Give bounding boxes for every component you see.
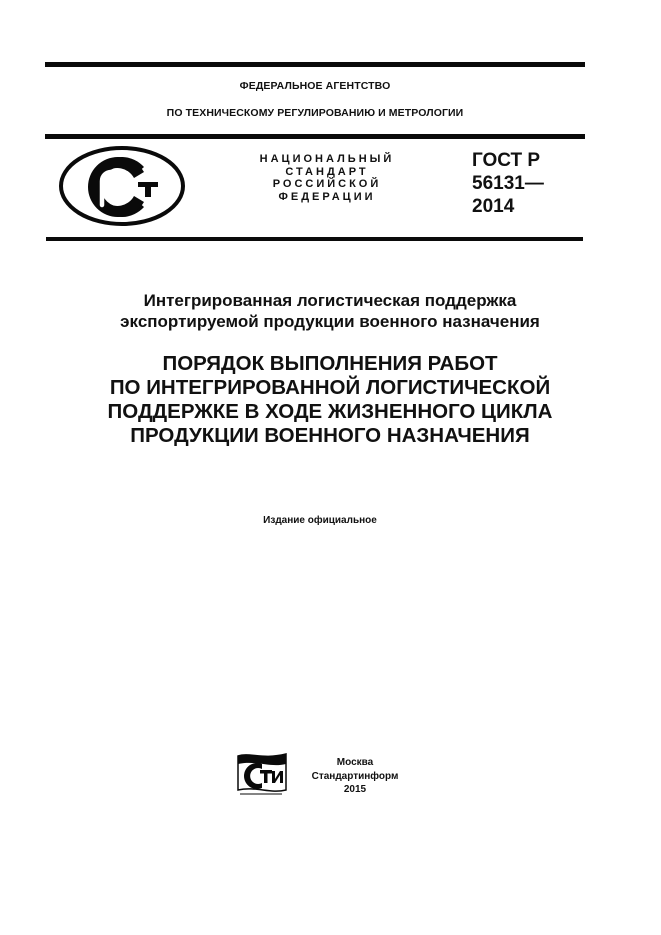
subtitle-line: экспортируемой продукции военного назначения [120, 312, 540, 331]
agency-name-line-1: ФЕДЕРАЛЬНОЕ АГЕНТСТВО [239, 80, 391, 92]
gost-code-line: 2014 [472, 196, 515, 217]
title-line: ПРОДУКЦИИ ВОЕННОГО НАЗНАЧЕНИЯ [130, 424, 530, 447]
subtitle-line: Интегрированная логистическая поддержка [143, 291, 517, 310]
document-subtitle [40, 290, 620, 332]
national-standard-line: НАЦИОНАЛЬНЫЙ [259, 153, 395, 165]
bottom-divider [46, 237, 583, 241]
publisher-name: Стандартинформ [311, 770, 399, 782]
document-title [40, 352, 620, 448]
national-standard-line: РОССИЙСКОЙ [272, 178, 382, 190]
rst-gost-logo-icon [58, 145, 186, 227]
gost-code-line: ГОСТ Р [472, 150, 541, 171]
edition-label: Издание официальное [263, 515, 377, 526]
gost-code-line: 56131— [472, 173, 544, 194]
publisher-city: Москва [336, 757, 374, 768]
publisher-block [300, 756, 410, 797]
agency-name-line-2: ПО ТЕХНИЧЕСКОМУ РЕГУЛИРОВАНИЮ И МЕТРОЛОГИИ [166, 107, 464, 119]
national-standard-line: ФЕДЕРАЦИИ [278, 190, 376, 203]
top-divider [45, 62, 585, 67]
standartinform-logo-icon [236, 750, 288, 796]
title-line: ПО ИНТЕГРИРОВАННОЙ ЛОГИСТИЧЕСКОЙ [109, 376, 551, 399]
national-standard-line: СТАНДАРТ [285, 165, 369, 178]
gost-code [472, 149, 544, 218]
national-standard-label [252, 153, 402, 203]
publication-year: 2015 [343, 784, 367, 795]
title-line: ПОРЯДОК ВЫПОЛНЕНИЯ РАБОТ [162, 352, 498, 375]
title-line: ПОДДЕРЖКЕ В ХОДЕ ЖИЗНЕННОГО ЦИКЛА [107, 400, 553, 423]
middle-divider [45, 134, 585, 139]
